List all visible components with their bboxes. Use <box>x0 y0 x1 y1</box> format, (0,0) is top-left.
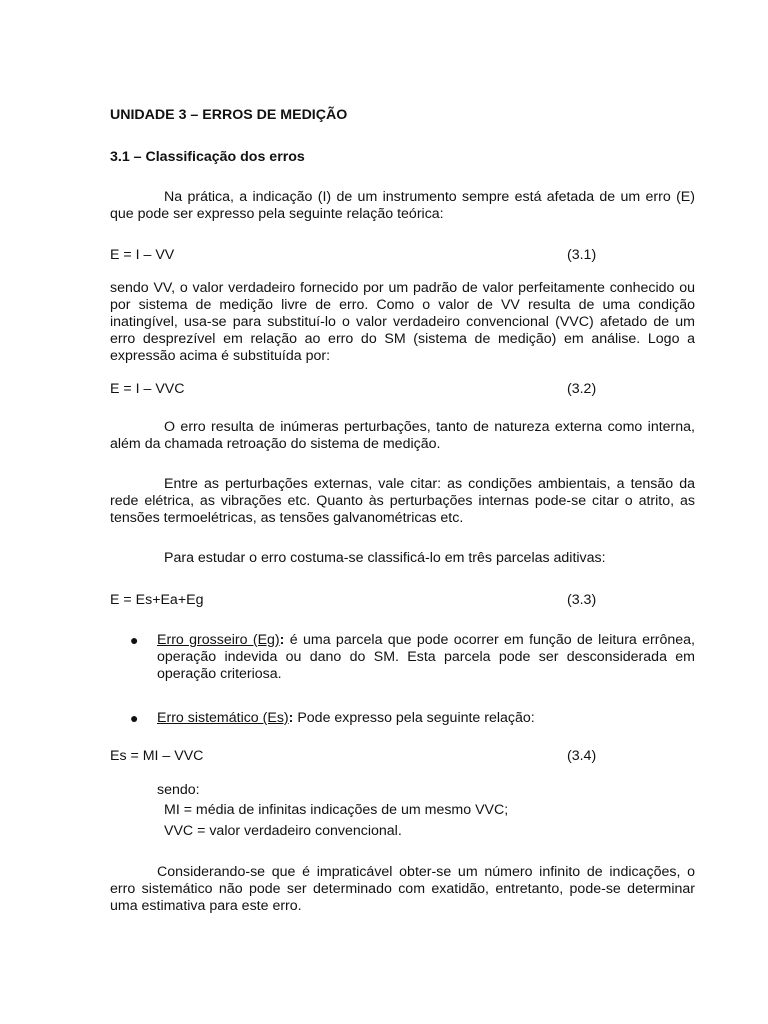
paragraph-perturbations: O erro resulta de inúmeras perturbações, tanto de natureza externa como interna, além da chamada retroação do sistema de medição. <box>110 419 695 452</box>
equation-expression: E = Es+Ea+Eg <box>110 592 204 608</box>
equation-3-2 <box>110 381 695 399</box>
equation-3-3 <box>110 592 695 610</box>
section-title: 3.1 – Classificação dos erros <box>110 149 305 165</box>
paragraph-external-internal: Entre as perturbações externas, vale citar: as condições ambientais, a tensão da rede elétrica, as vibrações etc. Quanto às perturbações internas pode-se citar o atrito, as tensões termoelétricas, as tensões galvanométricas etc. <box>110 476 695 526</box>
bullet-text: Pode expresso pela seguinte relação: <box>293 710 535 726</box>
equation-3-1 <box>110 247 695 265</box>
term-colon: : <box>288 710 294 726</box>
equation-number: (3.4) <box>567 748 597 764</box>
paragraph-conclusion: Considerando-se que é impraticável obter-se um número infinito de indicações, o erro sistemático não pode ser determinado com exatidão, entretanto, pode-se determinar uma estimativa para este erro. <box>110 864 695 914</box>
bullet-body <box>157 632 695 683</box>
equation-number: (3.3) <box>567 592 597 608</box>
equation-expression: Es = MI – VVC <box>110 748 204 764</box>
equation-number: (3.2) <box>567 381 597 397</box>
where-vvc-definition: VVC = valor verdadeiro convencional. <box>164 823 402 839</box>
equation-expression: E = I – VV <box>110 247 175 263</box>
term-gross-error: Erro grosseiro (Eg) <box>157 632 280 648</box>
paragraph-intro: Na prática, a indicação (I) de um instrumento sempre está afetada de um erro (E) que pode ser expresso pela seguinte relação teórica: <box>110 189 695 222</box>
where-label: sendo: <box>157 782 200 798</box>
paragraph-vv-definition: sendo VV, o valor verdadeiro fornecido por um padrão de valor perfeitamente conhecido ou por sistema de medição livre de erro. Como o valor de VV resulta de uma condição inatingível, usa-se para substituí-lo o valor verdadeiro convencional (VVC) afetado de um erro desprezível em relação ao erro do SM (sistema de medição) em análise. Logo a expressão acima é substituída por: <box>110 280 695 364</box>
bullet-text: é uma parcela que pode ocorrer em função de leitura errônea, operação indevida ou dano do SM. Esta parcela pode ser desconsiderada em operação criteriosa. <box>157 632 695 682</box>
equation-3-4 <box>110 748 695 766</box>
where-mi-definition: MI = média de infinitas indicações de um mesmo VVC; <box>164 802 509 818</box>
paragraph-classification: Para estudar o erro costuma-se classificá-lo em três parcelas aditivas: <box>164 550 606 566</box>
bullet-body <box>157 710 695 727</box>
bullet-icon: ● <box>130 710 139 726</box>
equation-number: (3.1) <box>567 247 597 263</box>
term-colon: : <box>279 632 285 648</box>
term-systematic-error: Erro sistemático (Es) <box>157 710 289 726</box>
bullet-icon: ● <box>130 632 139 648</box>
unit-heading: UNIDADE 3 – ERROS DE MEDIÇÃO <box>110 107 348 123</box>
equation-expression: E = I – VVC <box>110 381 185 397</box>
